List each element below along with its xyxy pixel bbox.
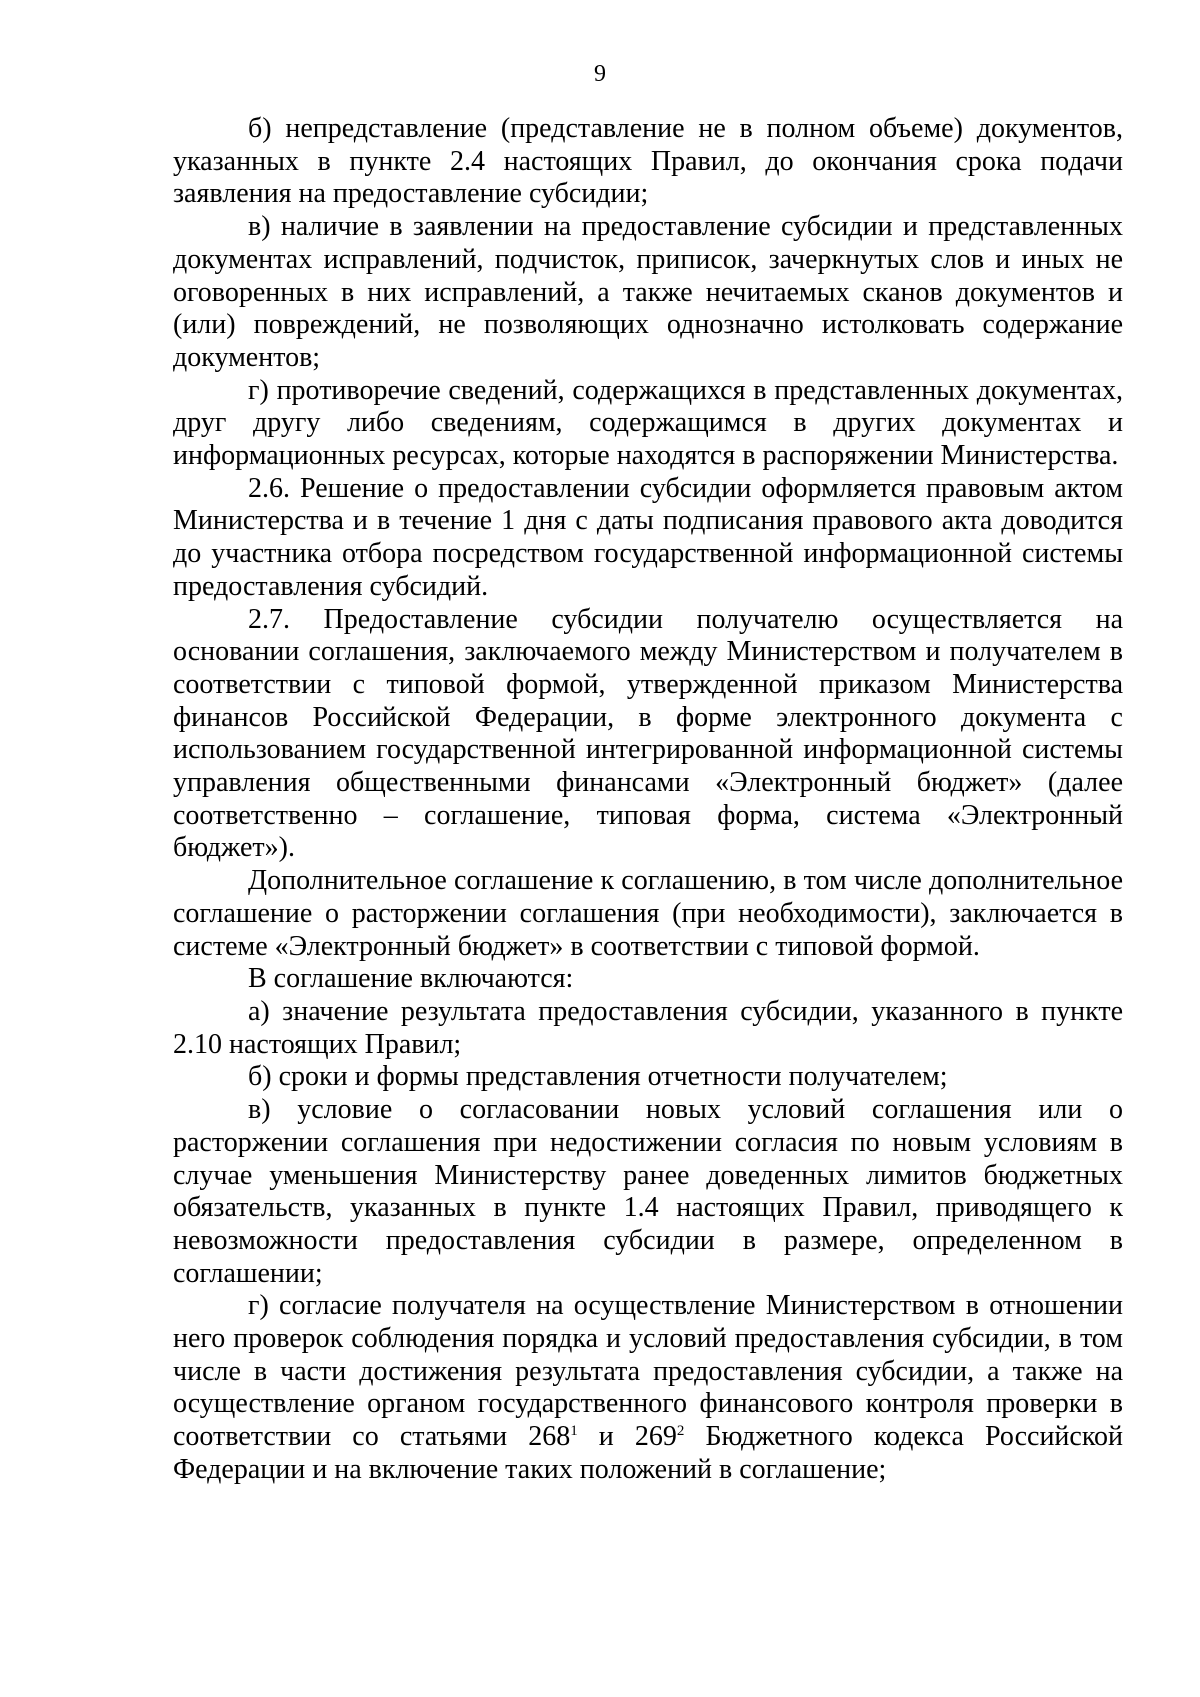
paragraph-g-contradiction: г) противоречие сведений, содержащихся в представленных документах, друг другу либо сведениям, содержащимся в других документах и информационных ресурсах, которые находятся в распоряжении Министерства. [173,374,1123,472]
paragraph-v-corrections: в) наличие в заявлении на предоставление субсидии и представленных документах исправлений, подчисток, приписок, зачеркнутых слов и иных не оговоренных в них исправлений, а также нечитаемых сканов документов и (или) повреждений, не позволяющих однозначно истолковать содержание документов; [173,211,1123,373]
superscript-1: 1 [570,1423,578,1440]
paragraph-a-result-value: а) значение результата предоставления субсидии, указанного в пункте 2.10 настоящих Правил; [173,995,1123,1060]
paragraph-2-6-decision: 2.6. Решение о предоставлении субсидии оформляется правовым актом Министерства и в течение 1 дня с даты подписания правового акта доводится до участника отбора посредством государственной информационной системы предоставления субсидий. [173,472,1123,602]
paragraph-agreement-includes: В соглашение включаются: [248,963,574,995]
document-body [173,113,1123,1487]
paragraph-additional-agreement: Дополнительное соглашение к соглашению, в том числе дополнительное соглашение о расторжении соглашения (при необходимости), заключается в системе «Электронный бюджет» в соответствии с типовой формой. [173,865,1123,962]
paragraph-g-consent-part3: Бюджетного кодекса Российской Федерации и на включение таких положений в соглашение; [173,1421,1124,1485]
paragraph-g-consent-part2: и 269 [577,1421,677,1453]
page-number: 9 [594,61,606,87]
paragraph-g-consent-part1: г) согласие получателя на осуществление Министерством в отношении него проверок соблюдения порядка и условий предоставления субсидии, в том числе в части достижения результата предоставления субсидии, а также на осуществление органом государственного финансового контроля проверки в соответствии со статьями 268 [173,1290,1123,1453]
paragraph-2-7-agreement: 2.7. Предоставление субсидии получателю осуществляется на основании соглашения, заключаемого между Министерством и получателем в соответствии с типовой формой, утвержденной приказом Министерства финансов Российской Федерации, в форме электронного документа с использованием государственной интегрированной информационной системы управления общественными финансами «Электронный бюджет» (далее соответственно – соглашение, типовая форма, система «Электронный бюджет»). [173,603,1123,864]
paragraph-g-consent [173,1290,1123,1486]
paragraph-b-nonsubmission: б) непредставление (представление не в полном объеме) документов, указанных в пункте 2.4 настоящих Правил, до окончания срока подачи заявления на предоставление субсидии; [173,113,1123,210]
paragraph-b-reporting: б) сроки и формы представления отчетности получателем; [248,1061,948,1093]
paragraph-v-new-conditions: в) условие о согласовании новых условий соглашения или о расторжении соглашения при недостижении согласия по новым условиям в случае уменьшения Министерству ранее доведенных лимитов бюджетных обязательств, указанных в пункте 1.4 настоящих Правил, приводящего к невозможности предоставления субсидии в размере, определенном в соглашении; [173,1094,1123,1289]
superscript-2: 2 [676,1423,685,1440]
